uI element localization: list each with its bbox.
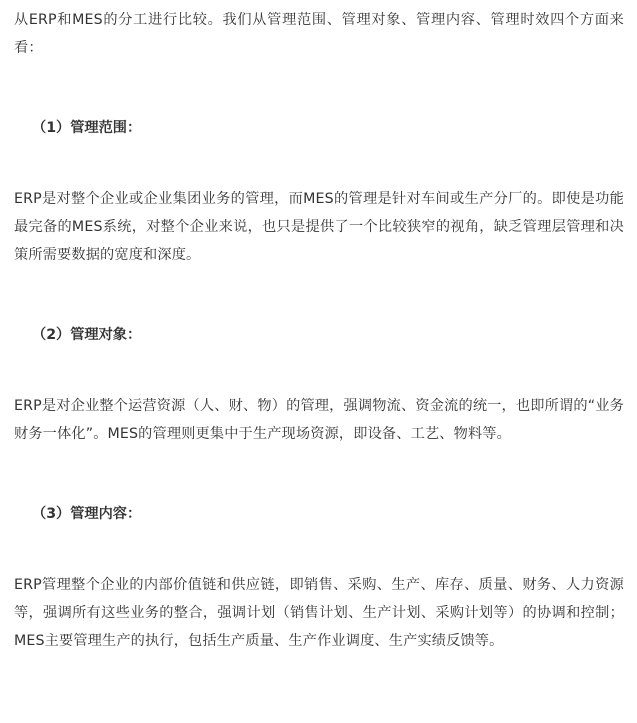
section-heading-content: （3）管理内容： [32, 506, 142, 522]
spacer [14, 349, 624, 392]
spacer [14, 269, 624, 321]
article-content [14, 6, 624, 655]
section-heading-object: （2）管理对象： [32, 327, 142, 343]
section-body-scope: ERP是对整个企业或企业集团业务的管理，而MES的管理是针对车间或生产分厂的。即使是功能最完备的MES系统，对整个企业来说，也只是提供了一个比较狭窄的视角，缺乏管理层管理和决策所需要数据的宽度和深度。 [14, 191, 624, 263]
section-heading-scope: （1）管理范围： [32, 120, 142, 136]
spacer [14, 528, 624, 571]
spacer [14, 142, 624, 185]
section-body-content: ERP管理整个企业的内部价值链和供应链，即销售、采购、生产、库存、质量、财务、人力资源等，强调所有这些业务的整合，强调计划（销售计划、生产计划、采购计划等）的协调和控制；MES主要管理生产的执行，包括生产质量、生产作业调度、生产实绩反馈等。 [14, 577, 624, 649]
spacer [14, 62, 624, 114]
section-body-object: ERP是对企业整个运营资源（人、财、物）的管理，强调物流、资金流的统一，也即所谓的“业务财务一体化”。MES的管理则更集中于生产现场资源，即设备、工艺、物料等。 [14, 398, 624, 442]
spacer [14, 448, 624, 500]
intro-paragraph: 从ERP和MES的分工进行比较。我们从管理范围、管理对象、管理内容、管理时效四个方面来看： [14, 12, 624, 56]
